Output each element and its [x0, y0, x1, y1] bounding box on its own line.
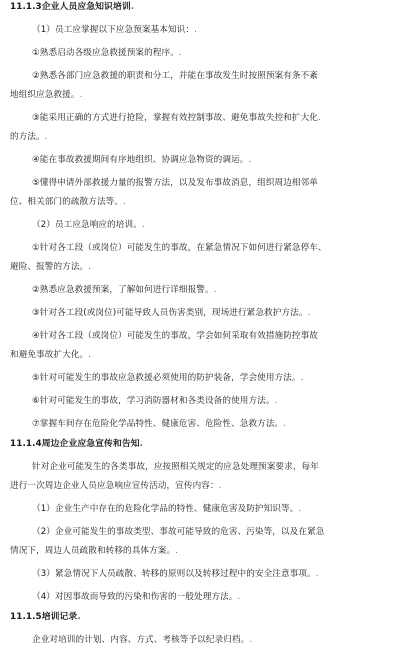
- body-line: [32, 634, 417, 646]
- paragraph-mark: .: [315, 569, 319, 579]
- line-text: ②熟悉应急救援预案，了解如何进行详细报警。: [32, 285, 214, 295]
- section-heading: [10, 1, 417, 13]
- line-text: ①熟悉启动各级应急救援预案的程序。: [32, 48, 179, 58]
- paragraph-mark: .: [141, 220, 145, 230]
- line-text: ④能在事故救援期间有序地组织、协调应急物资的调运。: [32, 155, 249, 165]
- line-text: ⑦掌握车间存在危险化学品特性、健康危害、危险性、急救方法。: [32, 419, 284, 429]
- line-text: ⑤针对可能发生的事故应急救援必须使用的防护装备，学会使用方法。: [32, 373, 301, 383]
- paragraph-mark: .: [175, 546, 179, 556]
- body-line: [10, 261, 417, 273]
- line-text: 11.1.5培训记录: [10, 612, 78, 622]
- paragraph-mark: .: [213, 285, 217, 295]
- paragraph-mark: .: [44, 132, 48, 142]
- line-text: ④针对各工段（或岗位）可能发生的事故，学会如何采取有效措施防控事故: [32, 331, 319, 341]
- section-heading: [10, 438, 417, 450]
- paragraph-mark: .: [298, 504, 302, 514]
- line-text: （2）企业可能发生的事故类型、事故可能导致的危害、污染等，以及在紧急: [32, 527, 325, 537]
- body-line: [32, 461, 417, 473]
- body-line: [32, 395, 417, 407]
- paragraph-mark: .: [237, 592, 241, 602]
- line-text: 和避免事故扩大化。: [10, 350, 89, 360]
- paragraph-mark: .: [283, 419, 287, 429]
- body-line: [32, 154, 417, 166]
- paragraph-mark: .: [249, 635, 253, 645]
- body-line: [32, 307, 417, 319]
- body-line: [32, 372, 417, 384]
- line-text: 进行一次周边企业人员应急响应宣传活动，宣传内容：: [10, 481, 219, 491]
- body-line: [10, 480, 417, 492]
- paragraph-mark: .: [307, 308, 311, 318]
- paragraph-mark: .: [130, 2, 135, 12]
- body-line: [32, 70, 417, 82]
- body-line: [10, 89, 417, 101]
- line-text: ⑥针对可能发生的事故，学习消防器材和各类设备的使用方法。: [32, 396, 275, 406]
- body-line: [10, 196, 417, 208]
- line-text: 避险、报警的方法。: [10, 262, 89, 272]
- body-line: [32, 526, 417, 538]
- paragraph-mark: .: [300, 373, 304, 383]
- paragraph-mark: .: [274, 396, 278, 406]
- body-line: [32, 330, 417, 342]
- line-text: ①针对各工段（或岗位）可能发生的事故，在紧急情况下如何进行紧急停车、: [32, 243, 327, 253]
- line-text: ⑤懂得申请外部救援力量的报警方法，以及发布事故消息，组织周边相邻单: [32, 178, 319, 188]
- line-text: （1）员工应掌握以下应急预案基本知识：: [32, 25, 195, 35]
- line-text: 企业对培训的计划、内容、方式、考核等予以纪录归档。: [32, 635, 250, 645]
- line-text: ③能采用正确的方式进行抢险，掌握有效控制事故、避免事故失控和扩大化: [32, 113, 319, 123]
- body-line: [32, 47, 417, 59]
- paragraph-mark: .: [218, 481, 222, 491]
- body-line: [32, 242, 417, 254]
- line-text: （3）紧急情况下人员疏散、转移的原则以及转移过程中的安全注意事项。: [32, 569, 316, 579]
- body-line: [32, 24, 417, 36]
- line-text: 针对企业可能发生的各类事故，应按照相关规定的应急处理预案要求，每年: [32, 462, 319, 472]
- line-text: 11.1.3企业人员应急知识培训: [10, 2, 131, 12]
- body-line: [32, 418, 417, 430]
- paragraph-mark: .: [194, 25, 197, 35]
- line-text: 地组织应急救援。: [10, 90, 80, 100]
- body-line: [32, 568, 417, 580]
- line-text: 情况下，周边人员疏散和转移的具体方案。: [10, 546, 176, 556]
- paragraph-mark: .: [88, 262, 92, 272]
- paragraph-mark: .: [318, 113, 321, 123]
- paragraph-mark: .: [139, 439, 144, 449]
- body-line: [32, 591, 417, 603]
- paragraph-mark: .: [79, 90, 83, 100]
- line-text: ②熟悉各部门应急救援的职责和分工，并能在事故发生时按照预案有条不紊: [32, 71, 319, 81]
- body-line: [10, 545, 417, 557]
- line-text: （4）对因事故而导致的污染和伤害的一般处理方法。: [32, 592, 238, 602]
- paragraph-mark: .: [123, 197, 126, 207]
- line-text: 11.1.4周边企业应急宣传和告知: [10, 439, 140, 449]
- line-text: 位、相关部门的疏散方法等。: [10, 197, 124, 207]
- paragraph-mark: .: [248, 155, 252, 165]
- body-line: [10, 131, 417, 143]
- line-text: （2）员工应急响应的培训。: [32, 220, 142, 230]
- body-line: [32, 219, 417, 231]
- body-line: [32, 112, 417, 124]
- line-text: （1）企业生产中存在的危险化学品的特性、健康危害及防护知识等。: [32, 504, 299, 514]
- paragraph-mark: .: [178, 48, 182, 58]
- section-heading: [10, 611, 417, 623]
- body-line: [32, 284, 417, 296]
- body-line: [32, 503, 417, 515]
- body-line: [10, 349, 417, 361]
- paragraph-mark: .: [77, 612, 81, 622]
- body-line: [32, 177, 417, 189]
- paragraph-mark: .: [88, 350, 92, 360]
- line-text: ③针对各工段(或岗位)可能导致人员伤害类别，现场进行紧急救护方法。: [32, 308, 308, 318]
- line-text: 的方法。: [10, 132, 45, 142]
